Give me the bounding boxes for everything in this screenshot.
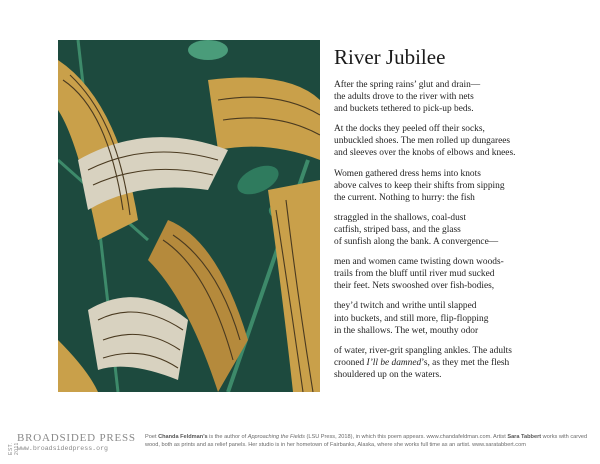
footer — [0, 430, 600, 464]
artwork — [58, 40, 320, 392]
artist-name: Sara Tabbert — [507, 434, 542, 440]
poem — [334, 44, 596, 389]
poet-name: Chanda Feldman’s — [158, 434, 208, 440]
poem-line: After the spring rains’ glut and drain— — [334, 80, 481, 90]
poem-line: shouldered up on the waters. — [334, 369, 442, 380]
stanza-4 — [334, 212, 596, 248]
stanza-3 — [334, 168, 596, 204]
poem-line: and sleeves over the knobs of elbows and knees. — [334, 148, 516, 159]
stanza-2 — [334, 123, 596, 159]
poem-line: the current. Nothing to hurry: the fish — [334, 192, 475, 203]
poem-line: above calves to keep their shifts from sipping — [334, 180, 505, 191]
poem-line: into buckets, and still more, flip-flopping — [334, 313, 489, 324]
poem-line: and buckets tethered to pick-up beds. — [334, 104, 474, 115]
brand-since: EST. 2011 — [8, 442, 20, 455]
poem-line: catfish, striped bass, and the glass — [334, 224, 461, 235]
poem-line: of sunfish along the bank. A convergence— — [334, 237, 499, 248]
credit-part: (LSU Press, 2018), in which this poem appears. www.chandafeldman.com. Artist — [304, 434, 508, 440]
poem-line: the adults drove to the river with nets — [334, 92, 474, 103]
poem-line: they’d twitch and writhe until slapped — [334, 301, 477, 312]
poem-line: straggled in the shallows, coal-dust — [334, 212, 467, 223]
artwork-woodcut — [58, 40, 320, 392]
brand-url-link[interactable]: www.broadsidedpress.org — [17, 445, 109, 452]
poem-line: men and women came twisting down woods- — [334, 257, 504, 268]
credit-text — [145, 433, 593, 449]
poem-line — [334, 357, 596, 369]
poem-title: River Jubilee — [334, 45, 446, 69]
poem-italic-phrase: I’ll be damned — [366, 357, 422, 368]
stanza-5 — [334, 256, 596, 292]
credit-part: is the author of — [207, 434, 248, 440]
poem-line: their feet. Nets swooshed over fish-bodies, — [334, 281, 495, 292]
poem-line: unbuckled shoes. The men rolled up dungarees — [334, 136, 511, 147]
poem-line: At the docks they peeled off their socks, — [334, 124, 485, 135]
credit-part: works with carved wood, both as prints and as relief panels. Her studio is in her hometown of Fairbanks, Alaska, where she works full time as an artist. www.saratabbert.com — [145, 434, 588, 448]
stanza-1 — [334, 79, 596, 115]
credit-part: Poet — [145, 434, 159, 440]
poem-line: of water, river-grit spangling ankles. The adults — [334, 345, 512, 356]
poem-line: in the shallows. The wet, mouthy odor — [334, 325, 479, 336]
stanza-7 — [334, 345, 596, 381]
poem-line: Women gathered dress hems into knots — [334, 168, 481, 179]
poem-line: trails from the bluff until river mud sucked — [334, 269, 495, 280]
brand-name: BROADSIDED PRESS — [17, 432, 136, 444]
book-title: Approaching the Fields — [247, 434, 305, 440]
stanza-6 — [334, 300, 596, 336]
poem-line-part: ’s, as they met the flesh — [421, 357, 510, 368]
poem-line-part: crooned — [334, 357, 367, 368]
